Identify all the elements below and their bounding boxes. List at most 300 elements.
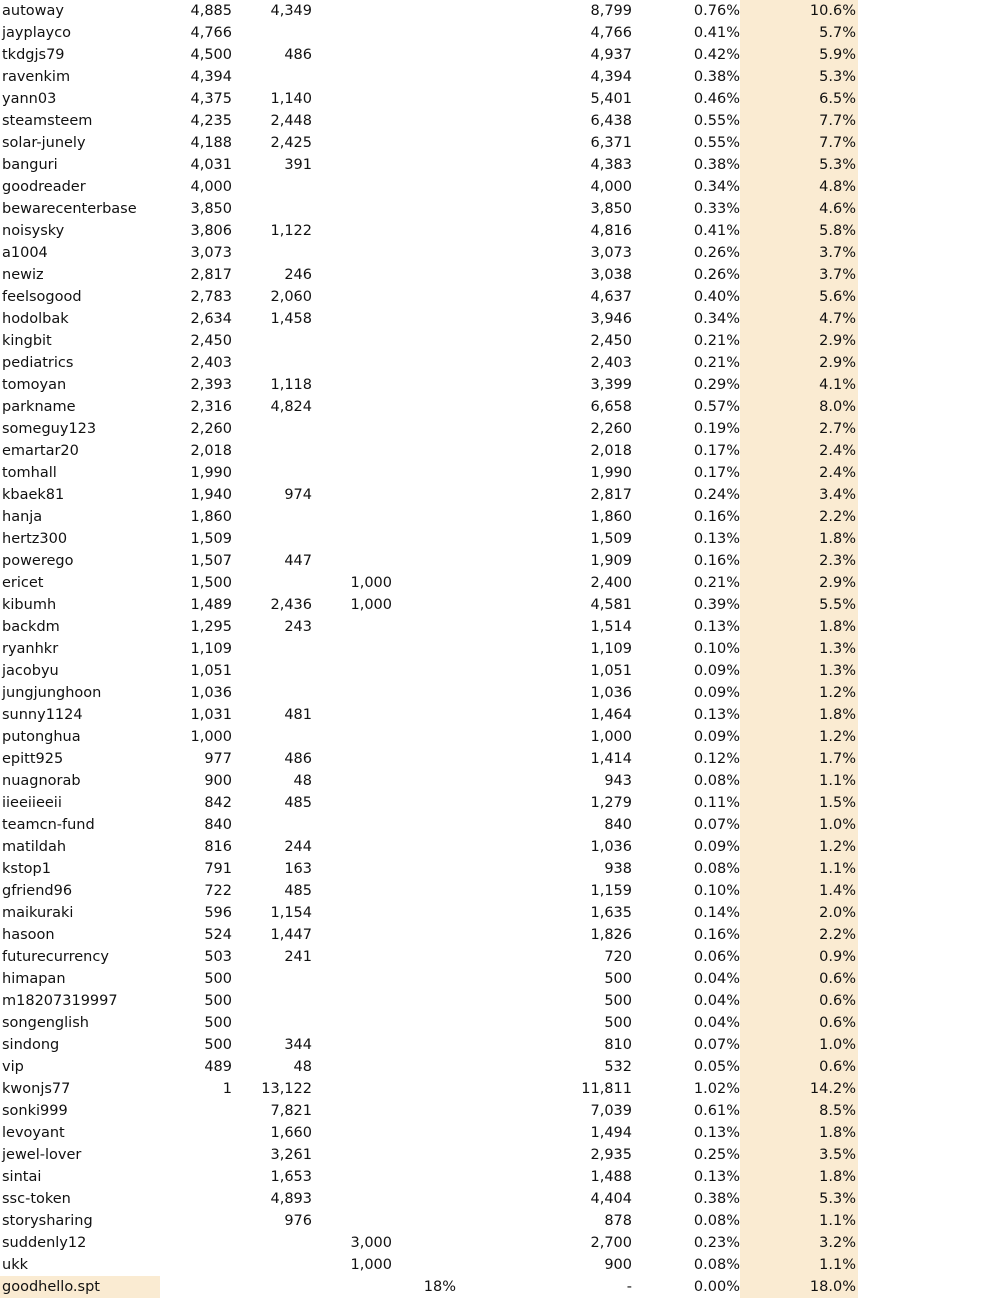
cell-col-c[interactable]: 486 [284, 47, 312, 63]
cell-percent[interactable]: 0.09% [693, 729, 740, 745]
cell-col-b[interactable]: 500 [204, 993, 232, 1009]
cell-col-e[interactable] [392, 836, 456, 858]
cell-name[interactable]: ssc-token [2, 1191, 71, 1207]
cell-name[interactable]: kingbit [2, 333, 52, 349]
cell-col-e[interactable] [392, 1166, 456, 1188]
cell-name[interactable]: storysharing [2, 1213, 93, 1229]
cell-name[interactable]: solar-junely [2, 135, 86, 151]
cell-percent[interactable]: 0.21% [693, 575, 740, 591]
cell-col-e[interactable] [392, 704, 456, 726]
cell-col-e[interactable] [392, 1144, 456, 1166]
cell-col-b[interactable]: 1,940 [190, 487, 232, 503]
cell-col-d[interactable] [312, 0, 392, 22]
table-row[interactable] [0, 264, 1001, 286]
cell-col-c[interactable] [232, 198, 312, 220]
cell-col-c[interactable]: 4,893 [270, 1191, 312, 1207]
cell-col-c[interactable]: 163 [284, 861, 312, 877]
table-row[interactable] [0, 638, 1001, 660]
cell-percent[interactable]: 0.21% [693, 355, 740, 371]
cell-col-d[interactable] [312, 682, 392, 704]
table-row[interactable] [0, 550, 1001, 572]
cell-share[interactable]: 5.7% [740, 22, 858, 44]
cell-col-e[interactable] [392, 1122, 456, 1144]
cell-share[interactable]: 1.3% [740, 660, 858, 682]
cell-percent[interactable]: 0.06% [693, 949, 740, 965]
cell-total[interactable]: 3,073 [590, 245, 632, 261]
cell-col-d[interactable] [312, 946, 392, 968]
cell-col-d[interactable] [312, 22, 392, 44]
cell-name[interactable]: backdm [2, 619, 60, 635]
cell-col-d[interactable] [312, 110, 392, 132]
cell-col-b[interactable]: 4,394 [190, 69, 232, 85]
cell-col-c[interactable]: 7,821 [270, 1103, 312, 1119]
cell-col-b[interactable]: 524 [204, 927, 232, 943]
cell-col-c[interactable] [232, 440, 312, 462]
cell-col-e[interactable] [392, 528, 456, 550]
table-row[interactable] [0, 616, 1001, 638]
table-row[interactable] [0, 154, 1001, 176]
table-row[interactable] [0, 770, 1001, 792]
cell-col-b[interactable]: 2,634 [190, 311, 232, 327]
cell-percent[interactable]: 0.55% [693, 135, 740, 151]
cell-name[interactable]: kstop1 [2, 861, 51, 877]
cell-share[interactable]: 10.6% [740, 0, 858, 22]
cell-col-c[interactable] [232, 1254, 312, 1276]
cell-col-c[interactable]: 486 [284, 751, 312, 767]
cell-col-d[interactable] [312, 484, 392, 506]
cell-name[interactable]: sintai [2, 1169, 42, 1185]
cell-col-d[interactable] [312, 528, 392, 550]
cell-percent[interactable]: 0.21% [693, 333, 740, 349]
cell-col-b[interactable]: 596 [204, 905, 232, 921]
cell-percent[interactable]: 0.09% [693, 663, 740, 679]
cell-percent[interactable]: 0.00% [693, 1279, 740, 1295]
cell-col-e[interactable] [392, 396, 456, 418]
cell-total[interactable]: 532 [604, 1059, 632, 1075]
cell-share[interactable]: 2.9% [740, 330, 858, 352]
cell-col-c[interactable] [232, 22, 312, 44]
cell-name[interactable]: goodhello.spt [0, 1276, 160, 1298]
cell-col-c[interactable] [232, 1232, 312, 1254]
cell-total[interactable]: 1,990 [590, 465, 632, 481]
table-row[interactable] [0, 220, 1001, 242]
cell-col-e[interactable] [392, 264, 456, 286]
cell-col-c[interactable]: 243 [284, 619, 312, 635]
cell-col-b[interactable]: 722 [204, 883, 232, 899]
cell-col-e[interactable] [392, 946, 456, 968]
table-row[interactable] [0, 66, 1001, 88]
cell-col-c[interactable] [232, 968, 312, 990]
cell-total[interactable]: 878 [604, 1213, 632, 1229]
cell-total[interactable]: 1,000 [590, 729, 632, 745]
cell-share[interactable]: 3.7% [740, 242, 858, 264]
table-row[interactable] [0, 660, 1001, 682]
cell-col-d[interactable] [312, 550, 392, 572]
cell-share[interactable]: 5.3% [740, 154, 858, 176]
cell-percent[interactable]: 0.11% [693, 795, 740, 811]
cell-name[interactable]: levoyant [2, 1125, 65, 1141]
cell-total[interactable]: 1,909 [590, 553, 632, 569]
cell-col-b[interactable]: 4,375 [190, 91, 232, 107]
cell-share[interactable]: 4.6% [740, 198, 858, 220]
cell-share[interactable]: 8.0% [740, 396, 858, 418]
cell-col-b[interactable]: 4,188 [190, 135, 232, 151]
cell-col-e[interactable] [392, 484, 456, 506]
table-row[interactable] [0, 1078, 1001, 1100]
cell-share[interactable]: 1.8% [740, 1166, 858, 1188]
cell-col-c[interactable]: 241 [284, 949, 312, 965]
cell-col-d[interactable] [312, 440, 392, 462]
cell-total[interactable]: 6,371 [590, 135, 632, 151]
cell-col-e[interactable] [392, 66, 456, 88]
cell-col-e[interactable] [392, 1056, 456, 1078]
cell-col-d[interactable] [312, 330, 392, 352]
cell-col-d[interactable]: 3,000 [350, 1235, 392, 1251]
cell-total[interactable]: 1,414 [590, 751, 632, 767]
cell-total[interactable]: 4,581 [590, 597, 632, 613]
table-row[interactable] [0, 440, 1001, 462]
cell-col-d[interactable] [312, 1056, 392, 1078]
cell-col-d[interactable] [312, 704, 392, 726]
table-row[interactable] [0, 1276, 1001, 1298]
cell-col-d[interactable] [312, 462, 392, 484]
cell-percent[interactable]: 0.57% [693, 399, 740, 415]
cell-col-d[interactable] [312, 1012, 392, 1034]
cell-share[interactable]: 1.3% [740, 638, 858, 660]
cell-col-d[interactable] [312, 242, 392, 264]
cell-col-e[interactable] [392, 440, 456, 462]
cell-percent[interactable]: 0.61% [693, 1103, 740, 1119]
cell-col-c[interactable]: 2,448 [270, 113, 312, 129]
cell-share[interactable]: 1.2% [740, 682, 858, 704]
table-row[interactable] [0, 1232, 1001, 1254]
cell-col-e[interactable] [392, 880, 456, 902]
cell-total[interactable]: 6,658 [590, 399, 632, 415]
cell-col-d[interactable] [312, 132, 392, 154]
cell-share[interactable]: 0.6% [740, 1056, 858, 1078]
cell-name[interactable]: banguri [2, 157, 58, 173]
cell-percent[interactable]: 0.38% [693, 69, 740, 85]
cell-name[interactable]: tomhall [2, 465, 57, 481]
cell-col-e[interactable] [392, 858, 456, 880]
table-row[interactable] [0, 352, 1001, 374]
cell-total[interactable]: 4,383 [590, 157, 632, 173]
table-row[interactable] [0, 880, 1001, 902]
cell-name[interactable]: sindong [2, 1037, 60, 1053]
cell-col-d[interactable] [312, 1166, 392, 1188]
cell-percent[interactable]: 0.09% [693, 685, 740, 701]
cell-total[interactable]: 1,488 [590, 1169, 632, 1185]
cell-col-e[interactable] [392, 286, 456, 308]
cell-col-d[interactable] [312, 616, 392, 638]
cell-col-c[interactable]: 485 [284, 795, 312, 811]
cell-total[interactable]: 943 [604, 773, 632, 789]
cell-col-b[interactable]: 500 [204, 1015, 232, 1031]
cell-share[interactable]: 14.2% [740, 1078, 858, 1100]
cell-total[interactable]: 1,826 [590, 927, 632, 943]
cell-col-b[interactable]: 1,500 [190, 575, 232, 591]
cell-col-c[interactable]: 13,122 [261, 1081, 312, 1097]
cell-percent[interactable]: 0.23% [693, 1235, 740, 1251]
table-row[interactable] [0, 1122, 1001, 1144]
cell-col-b[interactable]: 4,885 [190, 3, 232, 19]
cell-name[interactable]: tkdgjs79 [2, 47, 65, 63]
cell-col-b[interactable]: 4,000 [190, 179, 232, 195]
table-row[interactable] [0, 572, 1001, 594]
table-row[interactable] [0, 946, 1001, 968]
cell-col-d[interactable] [312, 1078, 392, 1100]
cell-col-c[interactable]: 48 [293, 1059, 312, 1075]
cell-col-b[interactable]: 2,817 [190, 267, 232, 283]
cell-share[interactable]: 1.2% [740, 836, 858, 858]
cell-col-b[interactable]: 1,000 [190, 729, 232, 745]
cell-col-c[interactable]: 2,060 [270, 289, 312, 305]
cell-percent[interactable]: 0.24% [693, 487, 740, 503]
cell-total[interactable]: 2,817 [590, 487, 632, 503]
cell-col-e[interactable] [392, 330, 456, 352]
cell-col-c[interactable]: 4,824 [270, 399, 312, 415]
cell-share[interactable]: 2.9% [740, 572, 858, 594]
cell-percent[interactable]: 0.12% [693, 751, 740, 767]
cell-total[interactable]: 900 [604, 1257, 632, 1273]
cell-name[interactable]: himapan [2, 971, 66, 987]
cell-col-e[interactable] [392, 1210, 456, 1232]
cell-col-e[interactable] [392, 726, 456, 748]
cell-total[interactable]: 500 [604, 971, 632, 987]
cell-col-d[interactable] [312, 1034, 392, 1056]
cell-col-d[interactable] [312, 880, 392, 902]
cell-col-c[interactable] [232, 682, 312, 704]
table-row[interactable] [0, 88, 1001, 110]
cell-col-d[interactable]: 1,000 [350, 597, 392, 613]
cell-total[interactable]: 7,039 [590, 1103, 632, 1119]
cell-name[interactable]: hodolbak [2, 311, 69, 327]
cell-share[interactable]: 2.2% [740, 506, 858, 528]
cell-col-c[interactable]: 447 [284, 553, 312, 569]
table-row[interactable] [0, 286, 1001, 308]
cell-total[interactable]: 8,799 [590, 3, 632, 19]
cell-col-d[interactable] [312, 198, 392, 220]
cell-col-b[interactable] [160, 1276, 232, 1298]
cell-col-b[interactable]: 4,031 [190, 157, 232, 173]
cell-total[interactable]: 4,404 [590, 1191, 632, 1207]
cell-share[interactable]: 1.8% [740, 528, 858, 550]
cell-col-b[interactable]: 2,403 [190, 355, 232, 371]
cell-col-e[interactable] [392, 1034, 456, 1056]
cell-col-e[interactable] [392, 902, 456, 924]
table-row[interactable] [0, 792, 1001, 814]
cell-name[interactable]: jacobyu [2, 663, 59, 679]
cell-col-b[interactable]: 3,806 [190, 223, 232, 239]
cell-col-b[interactable]: 500 [204, 971, 232, 987]
cell-col-c[interactable]: 481 [284, 707, 312, 723]
cell-col-d[interactable] [312, 814, 392, 836]
cell-col-e[interactable] [392, 308, 456, 330]
cell-col-d[interactable]: 1,000 [350, 575, 392, 591]
cell-percent[interactable]: 0.04% [693, 1015, 740, 1031]
cell-col-c[interactable] [232, 638, 312, 660]
table-row[interactable] [0, 748, 1001, 770]
cell-col-e[interactable] [392, 748, 456, 770]
cell-percent[interactable]: 0.13% [693, 1125, 740, 1141]
cell-col-e[interactable] [392, 1254, 456, 1276]
cell-col-e[interactable] [392, 572, 456, 594]
cell-col-e[interactable] [392, 638, 456, 660]
cell-col-e[interactable] [392, 220, 456, 242]
table-row[interactable] [0, 110, 1001, 132]
cell-share[interactable]: 1.8% [740, 1122, 858, 1144]
cell-col-b[interactable] [160, 1122, 232, 1144]
cell-col-e[interactable] [392, 1100, 456, 1122]
cell-total[interactable]: 4,766 [590, 25, 632, 41]
cell-col-c[interactable]: 1,122 [270, 223, 312, 239]
cell-col-c[interactable]: 2,425 [270, 135, 312, 151]
table-row[interactable] [0, 22, 1001, 44]
cell-name[interactable]: powerego [2, 553, 74, 569]
table-row[interactable] [0, 924, 1001, 946]
cell-col-b[interactable]: 900 [204, 773, 232, 789]
cell-col-b[interactable]: 3,073 [190, 245, 232, 261]
table-row[interactable] [0, 1254, 1001, 1276]
table-row[interactable] [0, 308, 1001, 330]
table-row[interactable] [0, 528, 1001, 550]
cell-col-e[interactable] [392, 352, 456, 374]
cell-name[interactable]: matildah [2, 839, 67, 855]
table-row[interactable] [0, 704, 1001, 726]
cell-name[interactable]: iieeiieeii [2, 795, 62, 811]
cell-share[interactable]: 3.7% [740, 264, 858, 286]
cell-name[interactable]: hanja [2, 509, 43, 525]
cell-col-e[interactable] [392, 1078, 456, 1100]
table-row[interactable] [0, 902, 1001, 924]
cell-total[interactable]: 6,438 [590, 113, 632, 129]
cell-name[interactable]: teamcn-fund [2, 817, 95, 833]
cell-name[interactable]: nuagnorab [2, 773, 81, 789]
cell-col-b[interactable]: 977 [204, 751, 232, 767]
cell-total[interactable]: 4,816 [590, 223, 632, 239]
cell-col-d[interactable] [312, 396, 392, 418]
cell-percent[interactable]: 0.46% [693, 91, 740, 107]
cell-col-d[interactable] [312, 220, 392, 242]
cell-name[interactable]: pediatrics [2, 355, 74, 371]
cell-col-b[interactable]: 500 [204, 1037, 232, 1053]
cell-col-b[interactable]: 1,860 [190, 509, 232, 525]
cell-percent[interactable]: 0.41% [693, 25, 740, 41]
cell-col-d[interactable] [312, 308, 392, 330]
table-row[interactable] [0, 330, 1001, 352]
cell-col-c[interactable] [232, 528, 312, 550]
cell-col-b[interactable]: 1,507 [190, 553, 232, 569]
cell-col-b[interactable]: 2,783 [190, 289, 232, 305]
cell-share[interactable]: 1.1% [740, 1210, 858, 1232]
cell-col-c[interactable] [232, 352, 312, 374]
cell-col-d[interactable] [312, 374, 392, 396]
cell-col-c[interactable] [232, 1276, 312, 1298]
cell-total[interactable]: 3,399 [590, 377, 632, 393]
cell-share[interactable]: 7.7% [740, 110, 858, 132]
cell-percent[interactable]: 0.16% [693, 509, 740, 525]
table-row[interactable] [0, 990, 1001, 1012]
cell-col-d[interactable] [312, 286, 392, 308]
cell-col-b[interactable]: 489 [204, 1059, 232, 1075]
cell-share[interactable]: 2.9% [740, 352, 858, 374]
cell-total[interactable]: 1,036 [590, 839, 632, 855]
cell-percent[interactable]: 0.10% [693, 641, 740, 657]
cell-total[interactable]: 11,811 [581, 1081, 632, 1097]
cell-col-e[interactable] [392, 1232, 456, 1254]
cell-share[interactable]: 5.9% [740, 44, 858, 66]
cell-name[interactable]: m18207319997 [2, 993, 118, 1009]
cell-total[interactable]: 4,637 [590, 289, 632, 305]
cell-share[interactable]: 0.6% [740, 968, 858, 990]
cell-col-d[interactable] [312, 154, 392, 176]
cell-total[interactable]: 1,109 [590, 641, 632, 657]
cell-col-d[interactable] [312, 1122, 392, 1144]
table-row[interactable] [0, 44, 1001, 66]
cell-col-b[interactable] [160, 1166, 232, 1188]
cell-col-c[interactable]: 1,653 [270, 1169, 312, 1185]
cell-name[interactable]: yann03 [2, 91, 57, 107]
cell-col-b[interactable]: 840 [204, 817, 232, 833]
cell-name[interactable]: ravenkim [2, 69, 71, 85]
cell-percent[interactable]: 0.76% [693, 3, 740, 19]
cell-col-e[interactable] [392, 132, 456, 154]
cell-percent[interactable]: 0.14% [693, 905, 740, 921]
cell-name[interactable]: hasoon [2, 927, 55, 943]
cell-col-c[interactable] [232, 462, 312, 484]
cell-share[interactable]: 8.5% [740, 1100, 858, 1122]
cell-name[interactable]: bewarecenterbase [2, 201, 137, 217]
cell-name[interactable]: jayplayco [2, 25, 72, 41]
cell-total[interactable]: 2,260 [590, 421, 632, 437]
cell-col-c[interactable]: 344 [284, 1037, 312, 1053]
cell-share[interactable]: 2.7% [740, 418, 858, 440]
cell-col-c[interactable]: 391 [284, 157, 312, 173]
cell-col-c[interactable]: 1,458 [270, 311, 312, 327]
cell-percent[interactable]: 0.25% [693, 1147, 740, 1163]
cell-col-c[interactable] [232, 66, 312, 88]
cell-col-d[interactable] [312, 506, 392, 528]
cell-percent[interactable]: 0.16% [693, 553, 740, 569]
cell-col-e[interactable] [392, 682, 456, 704]
cell-col-b[interactable]: 1,031 [190, 707, 232, 723]
cell-percent[interactable]: 0.26% [693, 245, 740, 261]
cell-percent[interactable]: 0.16% [693, 927, 740, 943]
cell-col-d[interactable] [312, 264, 392, 286]
cell-col-b[interactable]: 1,990 [190, 465, 232, 481]
cell-total[interactable]: 3,850 [590, 201, 632, 217]
cell-name[interactable]: songenglish [2, 1015, 89, 1031]
cell-percent[interactable]: 0.08% [693, 1213, 740, 1229]
cell-col-e[interactable]: 18% [423, 1279, 456, 1295]
cell-total[interactable]: 1,159 [590, 883, 632, 899]
cell-col-e[interactable] [392, 462, 456, 484]
cell-percent[interactable]: 0.13% [693, 707, 740, 723]
cell-share[interactable]: 4.7% [740, 308, 858, 330]
cell-col-b[interactable]: 1 [222, 1081, 232, 1097]
cell-share[interactable]: 0.6% [740, 1012, 858, 1034]
cell-col-c[interactable]: 2,436 [270, 597, 312, 613]
cell-col-c[interactable]: 4,349 [270, 3, 312, 19]
cell-percent[interactable]: 0.34% [693, 311, 740, 327]
cell-total[interactable]: 500 [604, 1015, 632, 1031]
cell-name[interactable]: someguy123 [2, 421, 97, 437]
cell-total[interactable]: 1,514 [590, 619, 632, 635]
cell-col-b[interactable] [160, 1254, 232, 1276]
cell-col-e[interactable] [392, 968, 456, 990]
cell-share[interactable]: 6.5% [740, 88, 858, 110]
cell-col-b[interactable]: 816 [204, 839, 232, 855]
